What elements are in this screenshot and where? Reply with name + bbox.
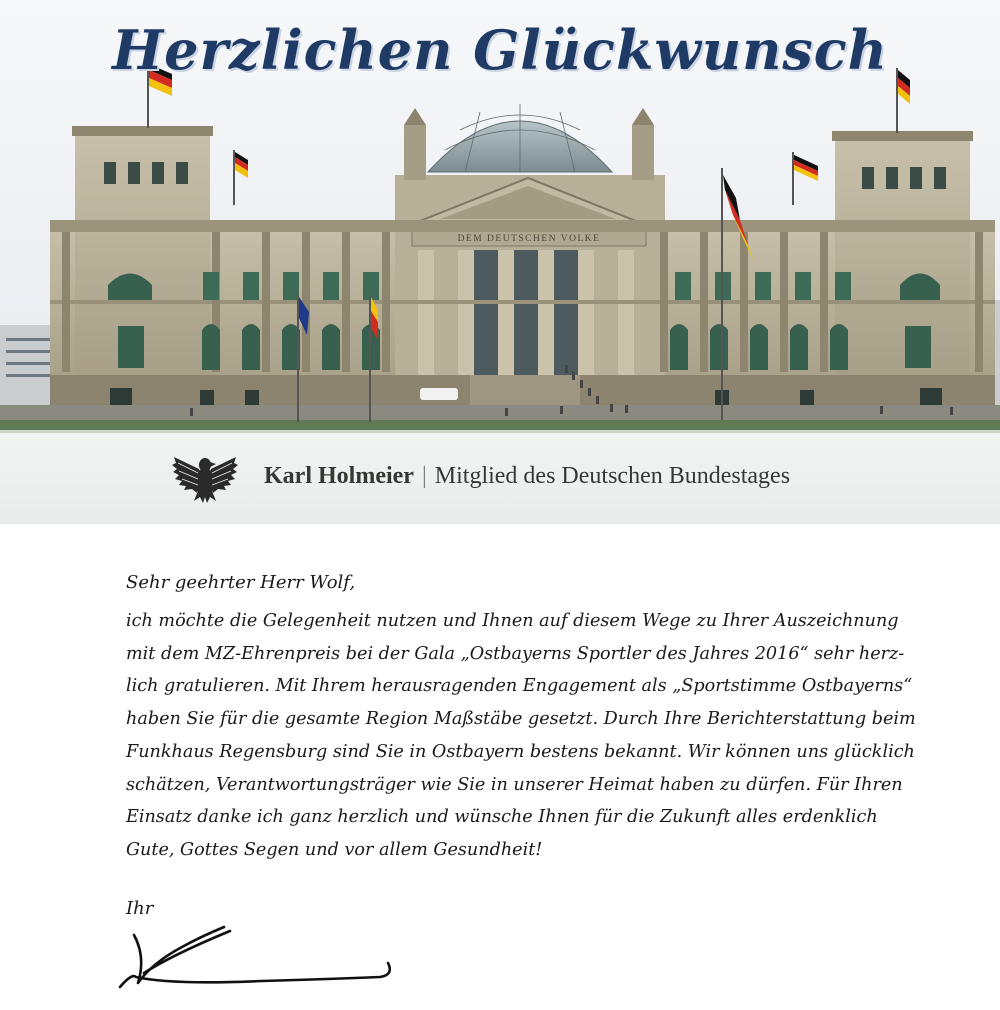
letter-line: Gute, Gottes Segen und vor allem Gesundheit! xyxy=(126,839,543,860)
letter-line: lich gratulieren. Mit Ihrem herausragenden Engagement als „Sportstimme Ostbayerns“ xyxy=(126,676,913,697)
handwritten-signature xyxy=(112,915,402,995)
member-role: Mitglied des Deutschen Bundestages xyxy=(434,463,791,489)
card-title: Herzlichen Glückwunsch xyxy=(112,18,888,82)
letter-salutation: Sehr geehrter Herr Wolf, xyxy=(126,572,356,593)
letter-closing: Ihr xyxy=(126,898,154,919)
member-name: Karl Holmeier xyxy=(264,463,414,489)
letter-line: Funkhaus Regensburg sind Sie in Ostbayern bestens bekannt. Wir können uns glücklich xyxy=(126,741,915,762)
letter-line: ich möchte die Gelegenheit nutzen und Ihnen auf diesem Wege zu Ihrer Auszeichnung xyxy=(126,611,899,631)
letter-body xyxy=(126,572,916,867)
letter-line: mit dem MZ-Ehrenpreis bei der Gala „Ostbayerns Sportler des Jahres 2016“ sehr herz- xyxy=(126,643,905,664)
letter-line: schätzen, Verantwortungsträger wie Sie in unserer Heimat haben zu dürfen. Für Ihren xyxy=(126,774,903,795)
separator: | xyxy=(421,463,427,489)
member-line xyxy=(264,463,790,490)
bundestag-eagle-icon xyxy=(170,447,240,507)
letter-line: haben Sie für die gesamte Region Maßstäbe gesetzt. Durch Ihre Berichterstattung beim xyxy=(126,709,916,730)
letter-line: Einsatz danke ich ganz herzlich und wünsche Ihnen für die Zukunft alles erdenklich xyxy=(126,807,878,828)
member-banner xyxy=(0,430,1000,523)
inscription-text: DEM DEUTSCHEN VOLKE xyxy=(457,234,601,244)
